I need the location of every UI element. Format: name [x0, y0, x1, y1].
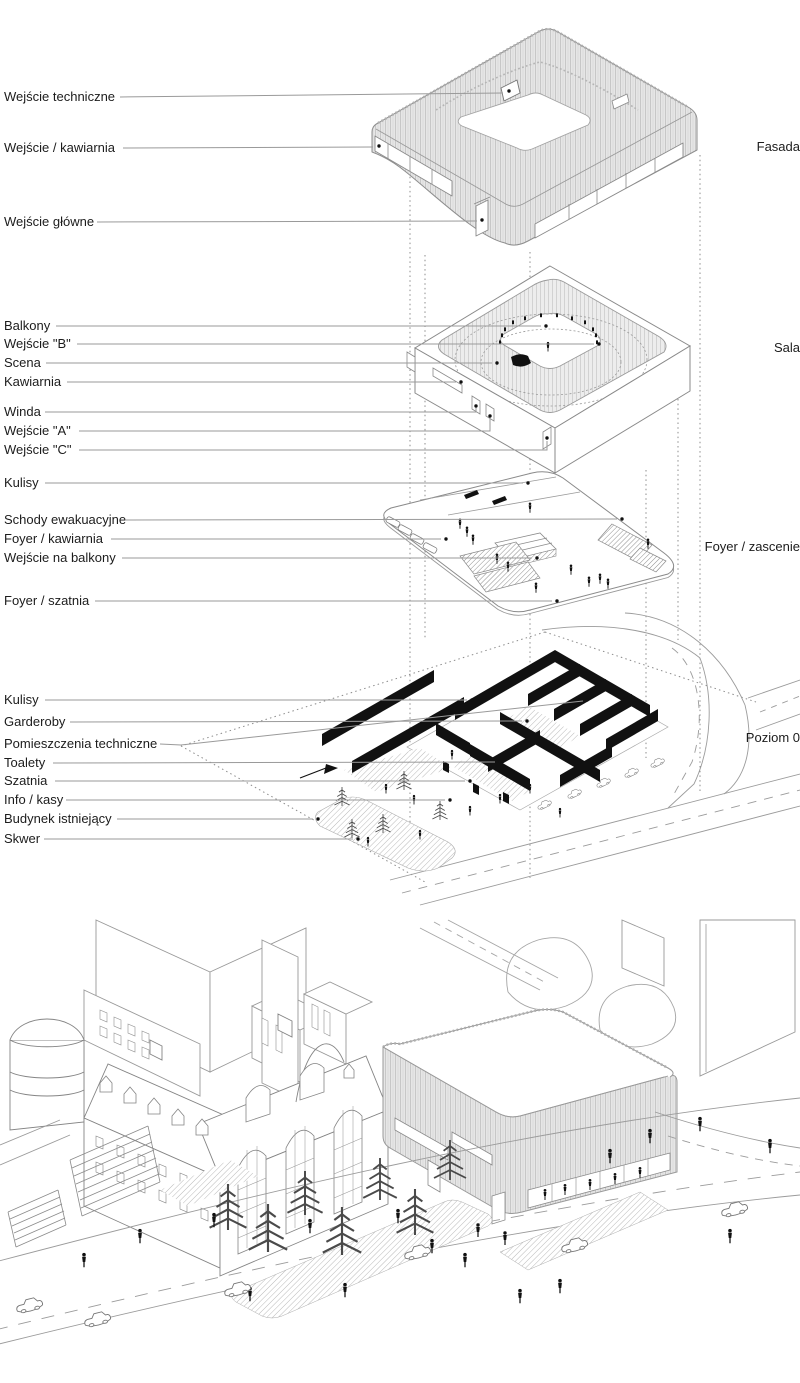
- level-label-sala: Sala: [773, 340, 800, 355]
- label-scena: Scena: [4, 355, 41, 370]
- label-winda: Winda: [4, 404, 41, 419]
- label-wejscie-b: Wejście "B": [4, 336, 71, 351]
- label-wejscie-na-balkony: Wejście na balkony: [4, 550, 116, 565]
- label-wejscie-a: Wejście "A": [4, 423, 71, 438]
- context-view: [0, 920, 800, 1345]
- layer-fasada: [372, 29, 697, 245]
- label-wejscie-c: Wejście "C": [4, 442, 72, 457]
- level-label-poziom0: Poziom 0: [745, 730, 800, 745]
- label-szatnia: Szatnia: [4, 773, 48, 788]
- layer-poziom0: [181, 613, 800, 905]
- new-building: [383, 1010, 677, 1225]
- level-label-fasada: Fasada: [756, 139, 800, 154]
- label-schody-ewakuacyjne: Schody ewakuacyjne: [4, 512, 127, 527]
- label-skwer: Skwer: [4, 831, 41, 846]
- label-wejscie-techniczne: Wejście techniczne: [4, 89, 116, 104]
- label-balkony: Balkony: [4, 318, 51, 333]
- layer-foyer: [384, 472, 674, 616]
- label-wejscie-kawiarnia: Wejście / kawiarnia: [4, 140, 116, 155]
- label-budynek-istniejacy: Budynek istniejący: [4, 811, 112, 826]
- level-label-foyer: Foyer / zascenie: [704, 539, 800, 554]
- label-wejscie-glowne: Wejście główne: [4, 214, 95, 229]
- layer-sala: [407, 266, 690, 473]
- label-kulisy-foyer: Kulisy: [4, 475, 39, 490]
- label-garderoby: Garderoby: [4, 714, 66, 729]
- label-info-kasy: Info / kasy: [4, 792, 64, 807]
- label-pomieszczenia-techniczne: Pomieszczenia techniczne: [4, 736, 158, 751]
- label-foyer-szatnia: Foyer / szatnia: [4, 593, 90, 608]
- label-kulisy-p0: Kulisy: [4, 692, 39, 707]
- label-kawiarnia: Kawiarnia: [4, 374, 62, 389]
- label-toalety: Toalety: [4, 755, 46, 770]
- label-foyer-kawiarnia: Foyer / kawiarnia: [4, 531, 103, 546]
